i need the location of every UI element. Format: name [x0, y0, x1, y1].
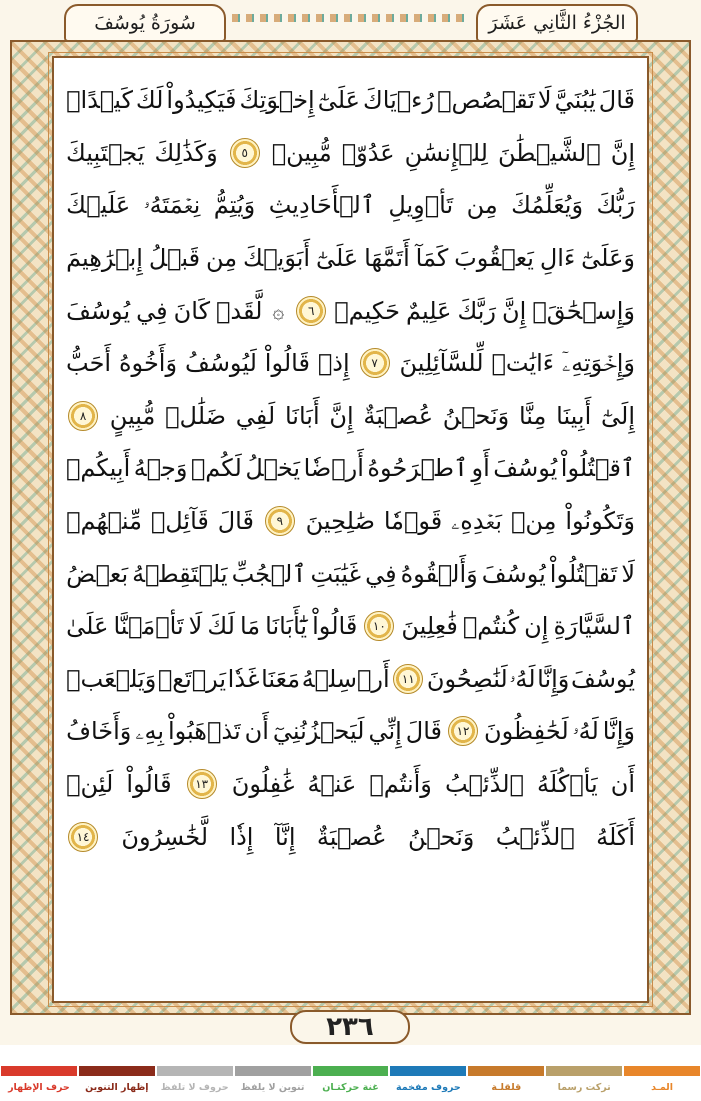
word: وَجۡهُ	[133, 454, 188, 483]
verse-number-marker: ١٤	[68, 822, 98, 852]
word: مَعَنَا	[261, 664, 301, 693]
word: رَبُّكَ	[596, 191, 635, 220]
word: ٱلذِّئۡبُ	[444, 770, 524, 799]
word: إِلَىٰٓ	[601, 401, 635, 430]
word: وَتَكُونُواْ	[565, 507, 635, 536]
word: أَن	[244, 717, 269, 746]
word: رُءۡيَاكَ	[363, 86, 435, 115]
word: صَٰلِحِينَ	[305, 507, 375, 536]
word: مِّنۡهُمۡ	[66, 507, 142, 536]
word: بَعۡدِهِۦ	[451, 507, 503, 536]
word: عَدُوّٞ	[341, 138, 395, 167]
word: عَلَىٰٓ	[315, 244, 359, 273]
word: ٱلۡجُبِّ	[231, 559, 307, 588]
word: لَكَ	[135, 86, 164, 115]
word: أَتَمَّهَا	[364, 244, 410, 273]
verse-number-marker: ١٢	[448, 716, 478, 746]
word: إِبۡرَٰهِيمَ	[66, 244, 143, 273]
legend-item	[467, 1062, 545, 1101]
word: ٱلذِّئۡبُ	[495, 822, 575, 851]
tajweed-legend	[0, 1062, 701, 1101]
word: يَرۡتَعۡ	[157, 664, 227, 693]
word: ءَالِ	[539, 244, 576, 273]
word: إِذٗا	[229, 822, 254, 851]
verse-number-marker: ٥	[230, 138, 260, 168]
legend-label: المـد	[651, 1082, 674, 1093]
word: يُوسُفَ	[570, 664, 635, 693]
word: يَجۡتَبِيكَ	[66, 138, 145, 167]
word: إِن	[524, 612, 549, 641]
legend-item	[78, 1062, 156, 1101]
word: عَلِيمٌ	[405, 296, 452, 325]
word: قَالُواْ	[264, 349, 310, 378]
legend-item	[234, 1062, 312, 1101]
word: أَبَانَا	[284, 401, 320, 430]
word: كُنتُمۡ	[462, 612, 520, 641]
word: مَا	[239, 612, 261, 641]
word: أَحَبُّ	[66, 349, 112, 378]
word: مُّبِينٍ	[109, 401, 156, 430]
verse-line	[56, 127, 645, 180]
word: أَوِ	[471, 454, 490, 483]
legend-item	[156, 1062, 234, 1101]
verse-number-marker: ١٣	[187, 769, 217, 799]
word: لَكَ	[207, 612, 235, 641]
word: فِي	[136, 296, 168, 325]
legend-color-swatch	[468, 1066, 544, 1076]
word: إِنَّ	[329, 401, 354, 430]
word: تَأۡمَ۬نَّا	[113, 612, 184, 641]
word: إِنَّآ	[274, 822, 296, 851]
word: قَآئِلٞ	[150, 507, 209, 536]
word: وَإِسۡحَٰقَۚ	[532, 296, 635, 325]
word: بِهِۦ	[135, 717, 165, 746]
verse-line	[56, 758, 645, 811]
verse-line	[56, 547, 645, 600]
word: أَكَلَهُ	[596, 822, 635, 851]
word: وَعَلَىٰٓ	[581, 244, 635, 273]
verse-text	[56, 74, 645, 863]
legend-item	[389, 1062, 467, 1101]
word: قَالَ	[217, 507, 254, 536]
verse-line	[56, 653, 645, 706]
word: ٱلسَّيَّارَةِ	[553, 612, 635, 641]
word: لَا	[537, 86, 552, 115]
legend-color-swatch	[313, 1066, 389, 1076]
word: تَذۡهَبُواْ	[167, 717, 241, 746]
legend-label: تركت رسما	[557, 1082, 611, 1093]
surah-name-header	[64, 4, 226, 42]
word: أَن	[610, 770, 635, 799]
legend-label: حروف لا تلفظ	[160, 1082, 229, 1093]
word: وَأَخُوهُ	[118, 349, 178, 378]
word: يَعۡقُوبَ	[454, 244, 534, 273]
word: تَقۡصُصۡ	[437, 86, 535, 115]
word: عَنۡهُ	[307, 770, 357, 799]
word: لَفِي	[235, 401, 276, 430]
header-ornament	[232, 14, 470, 22]
word: أَرۡضٗا	[303, 454, 364, 483]
word: تَأۡوِيلِ	[388, 191, 454, 220]
word: عُصۡبَةٌ	[316, 822, 387, 851]
word: لِلۡإِنسَٰنِ	[404, 138, 488, 167]
verse-line	[56, 442, 645, 495]
word: رَبَّكَ	[457, 296, 496, 325]
verse-line	[56, 390, 645, 443]
word: لَيَحۡزُنُنِيٓ	[272, 717, 365, 746]
word: لَّخَٰسِرُونَ	[121, 822, 209, 851]
verse-number-marker: ١٠	[364, 611, 394, 641]
word: لَا	[621, 559, 635, 588]
word: كَمَآ	[415, 244, 449, 273]
word: يَخۡلُ	[245, 454, 301, 483]
word: تَقۡتُلُواْ	[549, 559, 618, 588]
juz-name: الجُزْءُ الثَّانِي عَشَرَ	[488, 12, 626, 34]
word: ٱلۡأَحَادِيثِ	[268, 191, 375, 220]
legend-color-swatch	[624, 1066, 700, 1076]
legend-label: حروف مفخمة	[396, 1082, 461, 1093]
word: يَأۡكُلَهُ	[537, 770, 598, 799]
legend-item	[545, 1062, 623, 1101]
word: كَانَ	[173, 296, 211, 325]
word: لِّلسَّآئِلِينَ	[399, 349, 484, 378]
legend-color-swatch	[235, 1066, 311, 1076]
word: عَلَىٰ	[66, 612, 109, 641]
verse-line	[56, 179, 645, 232]
verse-line	[56, 284, 645, 337]
word: قَوۡمٗا	[383, 507, 443, 536]
word: وَإِخۡوَتِهِۦٓ	[561, 349, 635, 378]
verse-number-marker: ١١	[393, 664, 423, 694]
word: وَأَخَافُ	[66, 717, 132, 746]
word: وَأَنتُمۡ	[369, 770, 432, 799]
word: وَيُتِمُّ	[213, 191, 256, 220]
word: عُصۡبَةٌ	[363, 401, 434, 430]
word: أَبِيكُمۡ	[66, 454, 131, 483]
word: وَنَحۡنُ	[442, 401, 510, 430]
word: وَأَلۡقُوهُ	[400, 559, 478, 588]
verse-line	[56, 74, 645, 127]
verse-line	[56, 495, 645, 548]
verse-number-marker: ٦	[296, 296, 326, 326]
legend-label: قلقلـة	[491, 1082, 522, 1093]
word: وَيُعَلِّمُكَ	[511, 191, 584, 220]
word: فَٰعِلِينَ	[401, 612, 458, 641]
word: غَٰفِلُونَ	[231, 770, 295, 799]
word: قَبۡلُ	[148, 244, 201, 273]
word: لَئِنۡ	[66, 770, 114, 799]
word: قَالَ	[405, 717, 443, 746]
word: بَعۡضُ	[66, 559, 129, 588]
surah-name: سُورَةُ يُوسُفَ	[94, 12, 196, 34]
verse-line	[56, 705, 645, 758]
word: ضَلَٰلٖ	[165, 401, 227, 430]
legend-color-swatch	[1, 1066, 77, 1076]
legend-color-swatch	[79, 1066, 155, 1076]
word: يُوسُفَ	[493, 454, 558, 483]
word: يُوسُفَ	[481, 559, 546, 588]
legend-item	[0, 1062, 78, 1101]
juz-name-header	[476, 4, 638, 42]
word: عَلَيۡكَ	[66, 191, 131, 220]
legend-item	[312, 1062, 390, 1101]
word: ٱلشَّيۡطَٰنَ	[497, 138, 601, 167]
word: لَيُوسُفُ	[184, 349, 257, 378]
legend-item	[623, 1062, 701, 1101]
verse-number-marker: ٨	[68, 401, 98, 431]
word: نِعۡمَتَهُۥ	[143, 191, 201, 220]
word: إِنَّ	[610, 138, 635, 167]
verse-line	[56, 810, 645, 863]
word: مُّبِينٞ	[271, 138, 332, 167]
verse-line	[56, 232, 645, 285]
legend-color-swatch	[546, 1066, 622, 1076]
word: لَهُۥ	[572, 717, 599, 746]
verse-number-marker: ٧	[360, 348, 390, 378]
word: لَا	[188, 612, 203, 641]
legend-label: غنة حركتـان	[322, 1082, 379, 1093]
word: ٱطۡرَحُوهُ	[367, 454, 469, 483]
word: قَالُواْ	[312, 612, 358, 641]
word: لَهُۥ	[509, 664, 536, 693]
page-number: ٢٣٦	[290, 1010, 410, 1044]
word: يَٰبُنَيَّ	[554, 86, 596, 115]
word: وَنَحۡنُ	[407, 822, 475, 851]
hizb-marker: ۞	[272, 298, 285, 323]
word: وَكَذَٰلِكَ	[154, 138, 218, 167]
word: لَّقَدۡ	[216, 296, 263, 325]
legend-color-swatch	[157, 1066, 233, 1076]
word: أَرۡسِلۡهُ	[301, 664, 390, 693]
word: وَإِنَّا	[537, 664, 570, 693]
word: إِذۡ	[317, 349, 350, 378]
legend-label: إظهار التنوين	[85, 1082, 149, 1093]
word: وَإِنَّا	[602, 717, 635, 746]
word: مِنَّا	[518, 401, 547, 430]
word: غَيَٰبَتِ	[310, 559, 362, 588]
word: يَٰٓأَبَانَا	[265, 612, 308, 641]
verse-number-marker: ٩	[265, 506, 295, 536]
word: ءَايَٰتٞ	[491, 349, 555, 378]
word: إِخۡوَتِكَ	[239, 86, 315, 115]
legend-label: حرف الإظهار	[8, 1082, 70, 1093]
word: كَيۡدًاۖ	[66, 86, 133, 115]
word: مِنۢ	[510, 507, 557, 536]
word: ٱقۡتُلُواْ	[560, 454, 635, 483]
word: عَلَىٰٓ	[317, 86, 360, 115]
word: يُوسُفَ	[66, 296, 131, 325]
word: مِن	[206, 244, 238, 273]
word: لَكُمۡ	[190, 454, 242, 483]
word: قَالُواْ	[126, 770, 172, 799]
word: حَكِيمٞ	[334, 296, 400, 325]
word: أَبَوَيۡكَ	[243, 244, 311, 273]
verse-line	[56, 600, 645, 653]
word: وَيَلۡعَبۡ	[66, 664, 157, 693]
word: إِنِّي	[368, 717, 402, 746]
word: لَحَٰفِظُونَ	[483, 717, 569, 746]
word: فَيَكِيدُواْ	[166, 86, 237, 115]
legend-color-swatch	[390, 1066, 466, 1076]
word: قَالَ	[598, 86, 635, 115]
word: مِن	[466, 191, 498, 220]
word: فِي	[365, 559, 397, 588]
word: يَلۡتَقِطۡهُ	[132, 559, 228, 588]
word: غَدٗا	[227, 664, 260, 693]
verse-line	[56, 337, 645, 390]
word: أَبِينَا	[556, 401, 592, 430]
word: إِنَّ	[502, 296, 527, 325]
legend-label: تنوين لا يلفظ	[240, 1082, 305, 1093]
word: لَنَٰصِحُونَ	[426, 664, 508, 693]
